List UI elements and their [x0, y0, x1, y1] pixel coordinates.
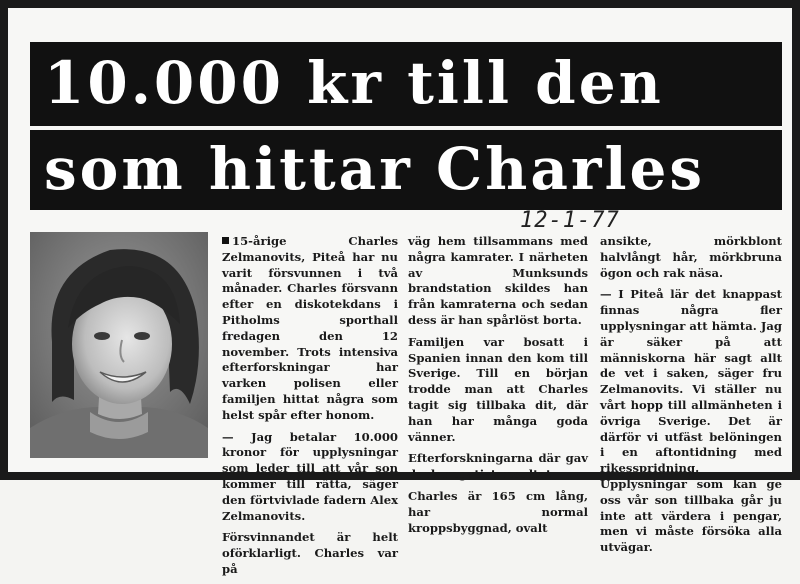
- article-column-1: [222, 234, 398, 584]
- article-paragraph: väg hem tillsammans med några kamrater. I närheten av Munksunds brandstation skildes han från kamraterna och sedan dess är han spårlöst borta.: [408, 234, 588, 327]
- article-paragraph: Efterforskningarna där gav dock negativt resultat.: [408, 451, 588, 482]
- article-paragraph: Charles är 165 cm lång, har normal kroppsbyggnad, ovalt: [408, 488, 588, 535]
- headline-line-2: som hittar Charles: [30, 130, 782, 210]
- article-paragraph: ansikte, mörkblont halvlångt hår, mörkbruna ögon och rak näsa.: [600, 234, 782, 280]
- article-column-3: [600, 234, 782, 562]
- portrait-photo: [30, 232, 208, 458]
- handwritten-date: 12-1-77: [520, 208, 620, 233]
- headline-line-1: 10.000 kr till den: [30, 42, 782, 126]
- article-paragraph: — Jag betalar 10.000 kronor för upplysningar som leder till att vår son kommer till rätta, säger den förtvivlade fadern Alex Zelmanovits.: [222, 429, 398, 523]
- portrait-image: [30, 232, 208, 458]
- article-paragraph: 15-årige Charles Zelmanovits, Piteå har nu varit försvunnen i två månader. Charles försvann efter en diskotekdans i Pitholms sporthall fredagen den 12 november. Trots intensiva efterforskningar har varken polisen eller familjen hittat några som helst spår efter honom.: [222, 234, 398, 422]
- article-paragraph: Familjen var bosatt i Spanien innan den kom till Sverige. Till en början trodde man att Charles tagit sig tillbaka dit, där han har många goda vänner.: [408, 334, 588, 444]
- article-paragraph: — I Piteå lär det knappast finnas några fler upplysningar att hämta. Jag är säker på att människorna här sagt allt de vet i saken, säger fru Zelmanovits. Vi ställer nu vårt hopp till allmänheten i övriga Sverige. Det är därför vi utfäst belöningen i en aftontidning med rikesspridning. Upplysningar som kan ge oss vår son tillbaka går ju inte att värdera i pengar, men vi måste försöka alla utvägar.: [600, 287, 782, 555]
- article-column-2: [408, 234, 588, 542]
- article-paragraph: Försvinnandet är helt oförklarligt. Charles var på: [222, 530, 398, 576]
- paragraph-bullet-icon: [222, 237, 229, 244]
